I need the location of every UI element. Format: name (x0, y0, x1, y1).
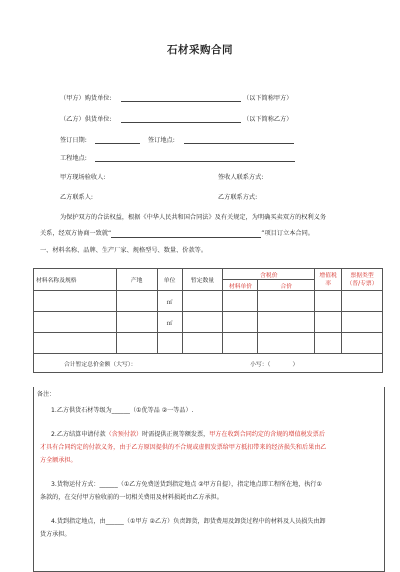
contract-title: 石材采购合同 (167, 44, 233, 56)
col-header-invoice-type: 票据类型（普/专票） (342, 269, 383, 291)
notes-header: 备注： (37, 391, 56, 398)
note-2-c: 时需提供正规等额发票， (142, 431, 210, 438)
col-header-unit-price: 材料单价 (223, 280, 258, 291)
table-row (34, 333, 383, 354)
col-header-qty: 暂定数量 (182, 269, 223, 291)
intro-line-1: 为保护双方的合法权益，根据《中华人民共和国合同法》及有关规定，为明确买卖双方的权利义务 (60, 214, 327, 221)
cell[interactable] (34, 291, 117, 312)
note-3-line-2: 条款的，在交付甲方验收前的一切相关费用及材料损耗由乙方承担。 (40, 494, 223, 501)
note-1: 1.乙方供货石材等级为______（①优等品 ②一等品）. (51, 407, 194, 414)
cell[interactable] (116, 312, 157, 333)
col-header-tax-incl: 含税价 (223, 269, 315, 280)
small-label: 小写：（ (250, 361, 271, 368)
party-b-label: （乙方）供货单位: (60, 116, 112, 123)
cell[interactable] (258, 333, 315, 354)
col-header-origin: 产地 (116, 269, 157, 291)
table-row (34, 291, 383, 312)
note-2-b: （含预付款） (105, 431, 143, 438)
materials-table (33, 268, 383, 373)
cell[interactable] (116, 291, 157, 312)
cell[interactable] (315, 312, 342, 333)
cell[interactable] (258, 291, 315, 312)
cell[interactable] (223, 312, 258, 333)
cell[interactable] (116, 333, 157, 354)
receiver-contact-label: 签收人联系方式: (218, 174, 264, 181)
note-3-line-1: 3.货物运付方式：______（①乙方免费送货到指定地点 ②甲方自提），指定地点即工程所在地，执行① (51, 481, 322, 488)
sign-place-field[interactable] (184, 143, 294, 144)
col-header-total: 合价 (258, 280, 315, 291)
cell[interactable] (315, 291, 342, 312)
cell[interactable] (182, 291, 223, 312)
small-label-end: ） (292, 361, 299, 368)
total-label: 合计暂定总价金额（大写）： (64, 361, 137, 368)
col-header-unit: 单位 (157, 269, 182, 291)
unit-cell (157, 333, 182, 354)
project-location-label: 工程地点: (60, 155, 87, 162)
sign-place-label: 签订地点: (148, 137, 175, 144)
cell[interactable] (223, 291, 258, 312)
cell[interactable] (182, 312, 223, 333)
party-b-field[interactable] (121, 122, 241, 123)
b-contact-label: 乙方联系人: (60, 194, 94, 201)
note-2-line-3: 方全额承担。 (40, 457, 77, 464)
note-2-line-1 (51, 429, 325, 441)
a-receiver-label: 甲方现场验收人: (60, 174, 106, 181)
project-name-field[interactable] (111, 231, 261, 238)
cell[interactable] (258, 312, 315, 333)
sign-date-label: 签订日期: (60, 137, 87, 144)
note-4-line-1: 4.货到指定地点，由______（①甲方 ②乙方）负责卸货，卸货费用及卸货过程中的材料及人员损失由卸 (51, 518, 326, 525)
cell[interactable] (315, 333, 342, 354)
cell[interactable] (223, 333, 258, 354)
note-4-line-2: 货方承担。 (40, 531, 71, 538)
party-a-label: （甲方）购货单位: (60, 95, 112, 102)
intro-line-2-end: ”项目订立本合同。 (261, 230, 314, 237)
party-a-suffix: （以下简称甲方） (243, 95, 293, 102)
sign-date-field[interactable] (95, 143, 140, 144)
section-1-heading: 一、材料名称、品牌、生产厂家、规格型号、数量、价款等。 (40, 247, 208, 254)
cell[interactable] (342, 333, 383, 354)
table-row (34, 312, 383, 333)
cell[interactable] (342, 312, 383, 333)
intro-line-2-start: 关系，经双方协商一致就“ (40, 230, 112, 237)
cell[interactable] (34, 333, 117, 354)
note-2-line-2: 才具有合同约定的付款义务，由于乙方原因提供的不合规或虚假发票给甲方抵扣带来的经济损失和后果由乙 (40, 444, 327, 451)
unit-cell: ㎡ (157, 291, 182, 312)
col-header-vat-rate: 增值税率 (315, 269, 342, 291)
cell[interactable] (34, 312, 117, 333)
total-row (34, 354, 383, 373)
unit-cell: ㎡ (157, 312, 182, 333)
party-a-field[interactable] (121, 101, 241, 102)
party-b-suffix: （以下简称乙方） (243, 116, 293, 123)
project-location-field[interactable] (95, 161, 295, 162)
col-header-name: 材料名称及规格 (34, 269, 117, 291)
notes-box (33, 387, 385, 572)
b-contact-method-label: 乙方联系方式: (218, 194, 258, 201)
cell[interactable] (342, 291, 383, 312)
cell[interactable] (182, 333, 223, 354)
note-2-a: 2.乙方结算申请付款 (51, 431, 106, 438)
note-2-d: 甲方在收到合同约定的含规的增值税发票后 (209, 431, 325, 438)
intro-line-2 (40, 230, 314, 238)
